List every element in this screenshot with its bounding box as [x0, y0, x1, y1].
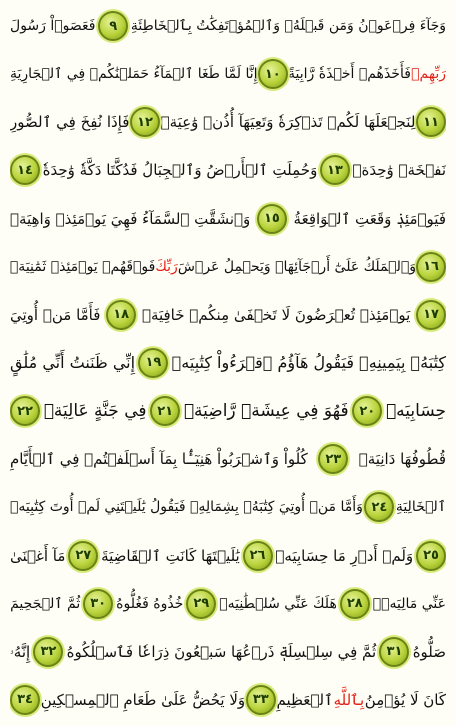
verse-text: وَٱنشَقَّتِ ٱلسَّمَآءُ فَهِيَ يَوۡمَئِذٖ وَاهِيَةٞ: [10, 209, 251, 228]
ayah-number-marker: ١٥: [257, 204, 287, 234]
ayah-number-marker: ١٣: [320, 155, 350, 185]
verse-text: ٱلۡعَظِيمِ: [276, 690, 333, 709]
verse-line-11: [10, 485, 446, 529]
verse-text: إِنِّي ظَنَنتُ أَنِّي مُلَٰقٍ: [10, 352, 136, 372]
ayah-number-marker: ٢٨: [340, 589, 370, 619]
verse-text: وَلَا يَحُضُّ عَلَىٰ طَعَامِ ٱلۡمِسۡكِينِ: [40, 690, 246, 709]
verse-text: كِتَٰبَهُۥ بِيَمِينِهِۦ فَيَقُولُ هَآؤُمُ ٱقۡرَءُواْ كِتَٰبِيَهۡ: [171, 352, 446, 372]
verse-text: مَآ أَغۡنَىٰ: [10, 546, 66, 565]
ayah-number-marker: ٢٠: [352, 396, 382, 426]
ayah-number-marker: ٢٥: [416, 541, 446, 571]
ayah-number-marker: ١٧: [416, 300, 446, 330]
ayah-number-marker: ١٩: [138, 348, 168, 378]
verse-text: فَوۡقَهُمۡ يَوۡمَئِذٖ ثَمَٰنِيَةٞ: [10, 258, 156, 275]
verse-text: فَأَخَذَهُمۡ أَخۡذَةٗ رَّابِيَةً: [288, 66, 411, 83]
verse-line-15: [10, 678, 446, 722]
verse-text: نَفۡخَةٞ وَٰحِدَةٞ: [352, 161, 446, 180]
verse-line-6: [10, 245, 446, 289]
verse-text: هَلَكَ عَنِّي سُلۡطَٰنِيَهۡ: [219, 595, 337, 612]
verse-text: ثُمَّ ٱلۡجَحِيمَ: [10, 595, 81, 612]
verse-text: ٱلۡخَالِيَةِ: [395, 499, 446, 516]
ayah-number-marker: ٩: [98, 11, 128, 41]
ayah-number-marker: ١٤: [10, 155, 40, 185]
verse-text: وَأَمَّا مَنۡ أُوتِيَ كِتَٰبَهُۥ بِشِمَالِهِۦ فَيَقُولُ يَٰلَيۡتَنِي لَمۡ أُوتَ كِتَٰبِيَهۡ: [10, 499, 363, 516]
ayah-number-marker: ٢٧: [68, 541, 98, 571]
verse-line-4: [10, 148, 446, 192]
verse-text: يَوۡمَئِذٖ تُعۡرَضُونَ لَا تَخۡفَىٰ مِنكُمۡ خَافِيَةٞ: [141, 305, 411, 324]
ayah-number-marker: ٢٢: [10, 396, 40, 426]
verse-line-2: [10, 52, 446, 96]
verse-line-7: [10, 293, 446, 337]
ayah-number-marker: ٣٣: [246, 685, 276, 715]
verse-text: إِنَّهُۥ: [10, 642, 31, 661]
verse-line-14: [10, 630, 446, 674]
verse-text: وَٱلۡمَلَكُ عَلَىٰٓ أَرۡجَآئِهَاۚ وَيَحۡمِلُ عَرۡشَ: [177, 258, 416, 275]
ayah-number-marker: ٢١: [150, 396, 180, 426]
verse-text: لِنَجۡعَلَهَا لَكُمۡ تَذۡكِرَةٗ وَتَعِيَهَآ أُذُنٞ وَٰعِيَةٞ: [160, 113, 416, 132]
ayah-number-marker: ١١: [416, 107, 446, 137]
ayah-number-marker: ٣٢: [33, 637, 63, 667]
verse-line-9: [10, 389, 446, 433]
verse-text: إِنَّا لَمَّا طَغَا ٱلۡمَآءُ حَمَلۡنَٰكُمۡ فِي ٱلۡجَارِيَةِ: [10, 66, 258, 83]
verse-text: وَحُمِلَتِ ٱلۡأَرۡضُ وَٱلۡجِبَالُ فَدُكَّتَا دَكَّةٗ وَٰحِدَةٗ: [42, 161, 318, 180]
ayah-number-marker: ٢٩: [186, 589, 216, 619]
verse-text: فَأَمَّا مَنۡ أُوتِيَ: [10, 305, 101, 324]
ayah-number-marker: ٢٦: [243, 541, 273, 571]
verse-text: عَنِّي مَالِيَهۡۜ: [372, 595, 446, 612]
verse-text: فَعَصَوۡاْ رَسُولَ: [10, 18, 96, 34]
ayah-number-marker: ٣٠: [83, 589, 113, 619]
divine-name-text: بِٱللَّهِ: [333, 690, 365, 709]
ayah-number-marker: ١٠: [258, 59, 288, 89]
verse-text: كَانَ لَا يُؤۡمِنُ: [364, 690, 446, 709]
verse-text: فَهُوَ فِي عِيشَةٖ رَّاضِيَةٖ: [183, 401, 349, 422]
verse-text: فَإِذَا نُفِخَ فِي ٱلصُّورِ: [10, 113, 130, 132]
verse-text: فَيَوۡمَئِذٖ وَقَعَتِ ٱلۡوَاقِعَةُ: [293, 209, 446, 228]
verse-text: وَجَآءَ فِرۡعَوۡنُ وَمَن قَبۡلَهُۥ وَٱلۡمُؤۡتَفِكَٰتُ بِٱلۡخَاطِئَةِ: [130, 18, 446, 34]
ayah-number-marker: ٢٣: [318, 444, 348, 474]
ayah-number-marker: ١٦: [416, 252, 446, 282]
ayah-number-marker: ١٨: [106, 300, 136, 330]
verse-text: حِسَابِيَهۡ: [385, 401, 446, 422]
verse-text: صَلُّوهُ: [412, 642, 446, 661]
verse-text: يَٰلَيۡتَهَا كَانَتِ ٱلۡقَاضِيَةَ: [101, 546, 240, 565]
ayah-number-marker: ١٢: [130, 107, 160, 137]
verse-text: فِي جَنَّةٍ عَالِيَةٖ: [43, 401, 147, 422]
ayah-number-marker: ٣٤: [10, 685, 40, 715]
ayah-number-marker: ٣١: [379, 637, 409, 667]
verse-line-8: [10, 341, 446, 385]
verse-line-3: [10, 100, 446, 144]
verse-line-5: [10, 197, 446, 241]
verse-text: ثُمَّ فِي سِلۡسِلَةٖ ذَرۡعُهَا سَبۡعُونَ ذِرَاعٗا فَٱسۡلُكُوهُ: [66, 642, 377, 661]
verse-line-1: [10, 4, 446, 48]
verse-line-13: [10, 582, 446, 626]
verse-text: خُذُوهُ فَغُلُّوهُ: [116, 595, 184, 612]
verse-line-10: [10, 437, 446, 481]
divine-name-text: رَبِّكَ: [155, 258, 178, 275]
verse-text: كُلُواْ وَٱشۡرَبُواْ هَنِيٓـَٔۢا بِمَآ أَسۡلَفۡتُمۡ فِي ٱلۡأَيَّامِ: [10, 450, 308, 469]
ayah-number-marker: ٢٤: [364, 492, 394, 522]
verse-line-12: [10, 534, 446, 578]
verse-text: قُطُوفُهَا دَانِيَةٞ: [358, 450, 446, 469]
verse-text: وَلَمۡ أَدۡرِ مَا حِسَابِيَهۡ: [275, 546, 414, 565]
divine-name-text: رَبِّهِمۡ: [411, 66, 446, 83]
